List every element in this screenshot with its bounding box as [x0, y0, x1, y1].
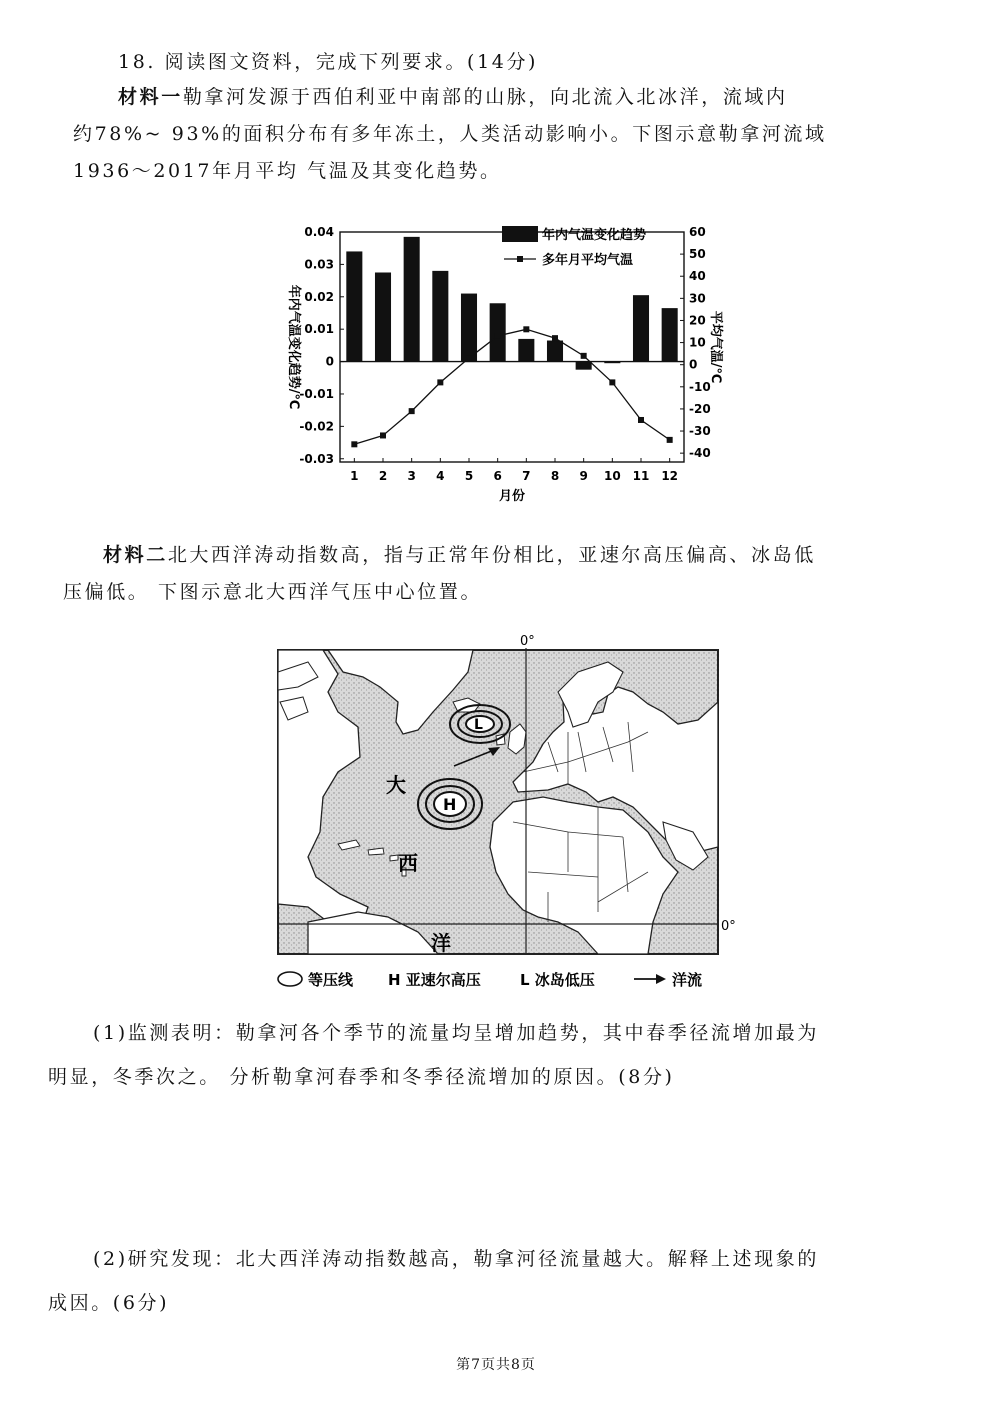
trend-bar [346, 251, 362, 361]
right-tick-label: 30 [689, 291, 706, 306]
mean-temperature-point [495, 333, 501, 339]
ocean-label-da: 大 [386, 773, 406, 797]
mean-temperature-point [667, 437, 673, 443]
material-1-line-2: 约78%~ 93%的面积分布有多年冻土，人类活动影响小。下图示意勒拿河流域 [73, 123, 827, 145]
trend-bar [633, 295, 649, 361]
legend-current-arrowhead [656, 974, 666, 984]
x-tick-label: 12 [661, 469, 679, 483]
trend-bar [576, 362, 592, 370]
trend-bar [518, 339, 534, 362]
material-1-text-1: 勒拿河发源于西伯利亚中南部的山脉，向北流入北冰洋，流域内 [182, 86, 788, 108]
x-axis-label: 月份 [498, 489, 526, 504]
left-tick-label: -0.02 [299, 419, 334, 434]
material-2-line-2: 压偏低。 下图示意北大西洋气压中心位置。 [63, 581, 483, 603]
trend-bar [432, 271, 448, 362]
right-tick-label: 60 [689, 225, 706, 239]
mean-temperature-point [638, 417, 644, 423]
mean-temperature-point [581, 353, 587, 359]
right-tick-label: 10 [689, 335, 706, 350]
question-2-line-1: (2)研究发现：北大西洋涛动指数越高，勒拿河径流量越大。解释上述现象的 [93, 1248, 819, 1270]
x-tick-label: 3 [407, 469, 416, 483]
question-1-line-2: 明显，冬季次之。 分析勒拿河春季和冬季径流增加的原因。(8分) [48, 1066, 675, 1088]
trend-bar [490, 303, 506, 361]
mean-temperature-point [437, 379, 443, 385]
x-tick-label: 4 [436, 469, 445, 483]
question-title: 18. 阅读图文资料，完成下列要求。(14分) [118, 51, 539, 73]
left-tick-label: -0.01 [299, 386, 334, 401]
legend-current: 洋流 [672, 971, 703, 989]
legend-bar-label: 年内气温变化趋势 [542, 228, 647, 243]
meridian-label: 0° [520, 634, 535, 649]
left-tick-label: 0.01 [304, 322, 334, 337]
temperature-chart [272, 212, 723, 512]
legend-isobar: 等压线 [308, 971, 354, 989]
ocean-label-xi: 西 [398, 851, 418, 875]
left-tick-label: -0.03 [299, 451, 334, 466]
question-2-line-2: 成因。(6分) [48, 1292, 170, 1314]
mean-temperature-line [354, 329, 669, 444]
north-atlantic-map [268, 632, 748, 992]
icelandic-low-label: L [474, 717, 483, 733]
legend-icelandic-low: L 冰岛低压 [520, 971, 595, 989]
right-tick-label: -10 [689, 379, 711, 394]
equator-label: 0° [721, 919, 736, 934]
right-tick-label: 40 [689, 269, 706, 284]
right-tick-label: 20 [689, 313, 706, 328]
x-tick-label: 1 [350, 469, 359, 483]
left-tick-label: 0.04 [304, 225, 334, 239]
x-tick-label: 2 [378, 469, 388, 483]
material-2-text-1: 北大西洋涛动指数高，指与正常年份相比，亚速尔高压偏高、冰岛低 [167, 544, 816, 566]
legend-azores-high: H 亚速尔高压 [388, 971, 481, 989]
x-tick-label: 9 [579, 469, 588, 483]
right-tick-label: -30 [689, 424, 711, 439]
left-tick-label: 0 [325, 354, 334, 369]
mean-temperature-point [609, 379, 615, 385]
mean-temperature-point [523, 326, 529, 332]
x-tick-label: 6 [493, 469, 502, 483]
trend-bar [404, 237, 420, 362]
x-tick-label: 11 [632, 469, 650, 483]
material-1-line-3: 1936～2017年月平均 气温及其变化趋势。 [73, 160, 502, 182]
chart-line [351, 326, 672, 447]
right-axis-label: 平均气温/℃ [708, 310, 723, 384]
legend-line-label: 多年月平均气温 [542, 253, 634, 268]
trend-bar [461, 294, 477, 362]
material-2-label: 材料二 [103, 544, 168, 566]
right-tick-label: 0 [689, 357, 698, 372]
x-tick-label: 8 [550, 469, 560, 483]
material-1-line-1 [118, 88, 788, 107]
mean-temperature-point [409, 408, 415, 414]
azores-high-label: H [443, 795, 457, 814]
legend-isobar-icon [278, 972, 302, 986]
x-tick-label: 10 [603, 469, 621, 483]
mean-temperature-point [380, 432, 386, 438]
trend-bar [375, 272, 391, 361]
right-tick-label: -40 [689, 446, 711, 461]
x-tick-label: 5 [464, 469, 474, 483]
material-2-line-1 [103, 546, 816, 565]
mean-temperature-point [351, 441, 357, 447]
trend-bar [547, 341, 563, 362]
ocean-label-yang: 洋 [431, 931, 451, 955]
trend-bar [662, 308, 678, 361]
right-tick-label: -20 [689, 401, 711, 416]
material-1-label: 材料一 [118, 86, 183, 108]
page-footer: 第7页共8页 [456, 1357, 536, 1373]
mean-temperature-point [552, 335, 558, 341]
x-tick-label: 7 [522, 469, 531, 483]
left-axis-label: 年内气温变化趋势/℃ [286, 284, 301, 410]
mean-temperature-point [466, 355, 472, 361]
chart-legend [502, 226, 646, 268]
right-tick-label: 50 [689, 247, 706, 262]
left-tick-label: 0.02 [304, 289, 334, 304]
legend-line-marker [517, 256, 523, 262]
question-1-line-1: (1)监测表明：勒拿河各个季节的流量均呈增加趋势，其中春季径流增加最为 [93, 1022, 819, 1044]
left-tick-label: 0.03 [304, 257, 334, 272]
trend-bar [604, 362, 620, 364]
legend-bar-swatch [502, 226, 538, 242]
